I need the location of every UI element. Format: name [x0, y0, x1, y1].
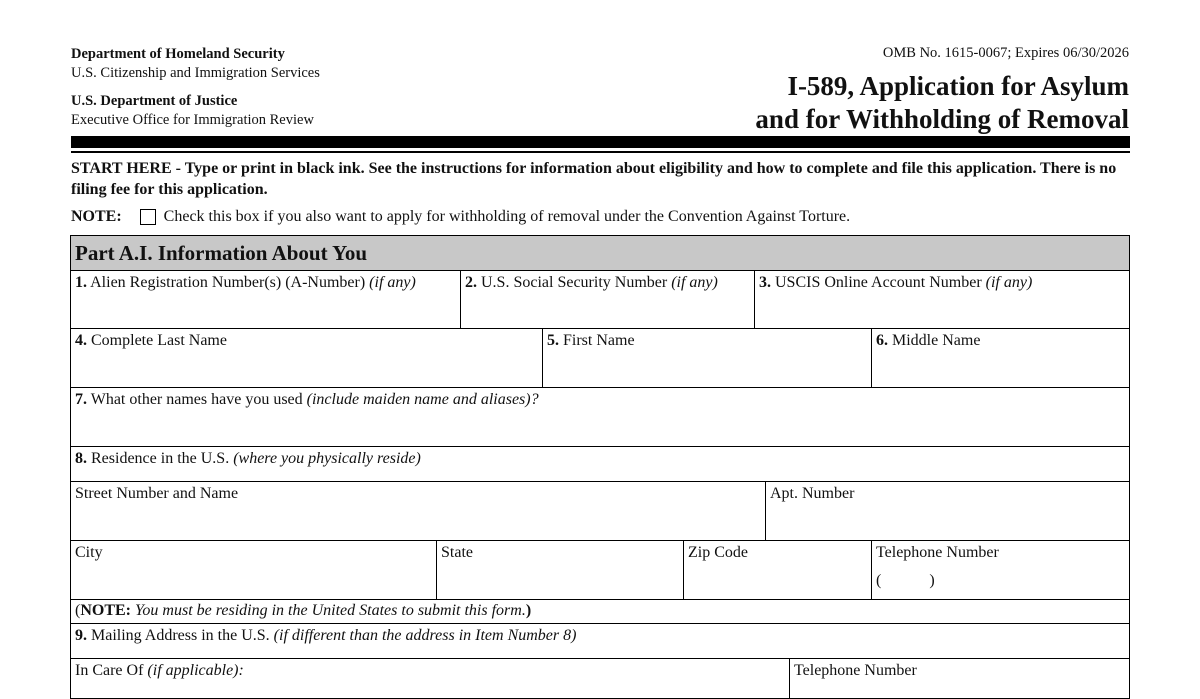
a-number-field[interactable] [71, 271, 460, 328]
area-code-parens: ( ) [876, 572, 935, 589]
q3-hint: (if any) [985, 274, 1033, 291]
q6-label: Middle Name [892, 332, 981, 349]
cat-note [71, 206, 850, 227]
ssn-field[interactable] [460, 271, 754, 328]
start-here-instructions: START HERE - Type or print in black ink. See the instructions for information about eligibility and how to complete and file this application. There is no filing fee for this application. [71, 160, 1117, 198]
city-field[interactable]: City [75, 544, 103, 561]
agency-block [71, 45, 320, 130]
care-of-hint: (if applicable): [147, 662, 244, 679]
last-name-field[interactable] [71, 329, 542, 387]
q4-number: 4. [75, 332, 87, 349]
telephone-label: Telephone Number [876, 544, 999, 561]
paren-close: ) [525, 602, 532, 619]
doj-name: U.S. Department of Justice [71, 93, 238, 109]
cat-checkbox-label: Check this box if you also want to apply for withholding of removal under the Convention Against Torture. [163, 208, 851, 225]
uscis-account-field[interactable] [754, 271, 1129, 328]
q2-hint: (if any) [671, 274, 718, 291]
q5-number: 5. [547, 332, 559, 349]
row-care-of [71, 658, 1129, 698]
q3-number: 3. [759, 274, 771, 291]
part-a1-form [70, 235, 1130, 699]
form-title-line2: and for Withholding of Removal [755, 104, 1129, 134]
telephone-field[interactable] [871, 541, 1129, 599]
q8-hint: (where you physically reside) [233, 450, 421, 467]
header-rule-thick [71, 136, 1130, 148]
q4-label: Complete Last Name [91, 332, 227, 349]
first-name-field[interactable] [542, 329, 871, 387]
q9-label: Mailing Address in the U.S. [91, 627, 270, 644]
q2-number: 2. [465, 274, 477, 291]
street-field[interactable]: Street Number and Name [75, 485, 239, 502]
cat-checkbox[interactable] [140, 209, 156, 225]
q9-hint: (if different than the address in Item Number 8) [273, 627, 577, 644]
q7-number: 7. [75, 391, 87, 408]
q1-label: Alien Registration Number(s) (A-Number) [90, 274, 366, 291]
residence-heading [71, 447, 1129, 481]
q8-number: 8. [75, 450, 87, 467]
row-names [71, 328, 1129, 387]
q1-hint: (if any) [369, 274, 416, 291]
care-of-field[interactable] [71, 659, 789, 698]
q8-label: Residence in the U.S. [91, 450, 230, 467]
row-mailing-heading [71, 623, 1129, 658]
q5-label: First Name [563, 332, 635, 349]
part-a1-heading: Part A.I. Information About You [71, 236, 1129, 270]
omb-number: OMB No. 1615-0067; Expires 06/30/2026 [882, 45, 1129, 61]
dhs-name: Department of Homeland Security [71, 46, 285, 62]
eoir-name: Executive Office for Immigration Review [71, 112, 314, 128]
q3-label: USCIS Online Account Number [775, 274, 982, 291]
state-field[interactable]: State [436, 541, 683, 599]
header-rule-thin [71, 151, 1130, 153]
residing-note-text: You must be residing in the United States to submit this form. [135, 602, 526, 619]
row-other-names [71, 387, 1129, 446]
residing-note [71, 600, 1129, 623]
q6-number: 6. [876, 332, 888, 349]
row-city [71, 540, 1129, 599]
mailing-heading [71, 624, 1129, 658]
row-residence-heading [71, 446, 1129, 481]
middle-name-field[interactable] [871, 329, 1129, 387]
form-title-line1: I-589, Application for Asylum [787, 71, 1129, 101]
residing-note-label: NOTE: [80, 602, 131, 619]
q7-label: What other names have you used [90, 391, 303, 408]
uscis-name: U.S. Citizenship and Immigration Services [71, 65, 320, 81]
care-of-label: In Care Of [75, 662, 144, 679]
other-names-field[interactable] [71, 388, 1129, 446]
q1-number: 1. [75, 274, 87, 291]
row-residing-note [71, 599, 1129, 623]
row-ids [71, 270, 1129, 328]
mailing-telephone-field[interactable]: Telephone Number [789, 659, 1129, 698]
zip-code-field[interactable]: Zip Code [683, 541, 871, 599]
apt-number-field[interactable]: Apt. Number [765, 482, 1129, 540]
row-street [71, 481, 1129, 540]
note-label: NOTE: [71, 208, 122, 225]
q9-number: 9. [75, 627, 87, 644]
q2-label: U.S. Social Security Number [481, 274, 668, 291]
form-title [755, 70, 1129, 136]
q7-hint: (include maiden name and aliases)? [306, 391, 539, 408]
paren-open: ( [75, 602, 81, 619]
